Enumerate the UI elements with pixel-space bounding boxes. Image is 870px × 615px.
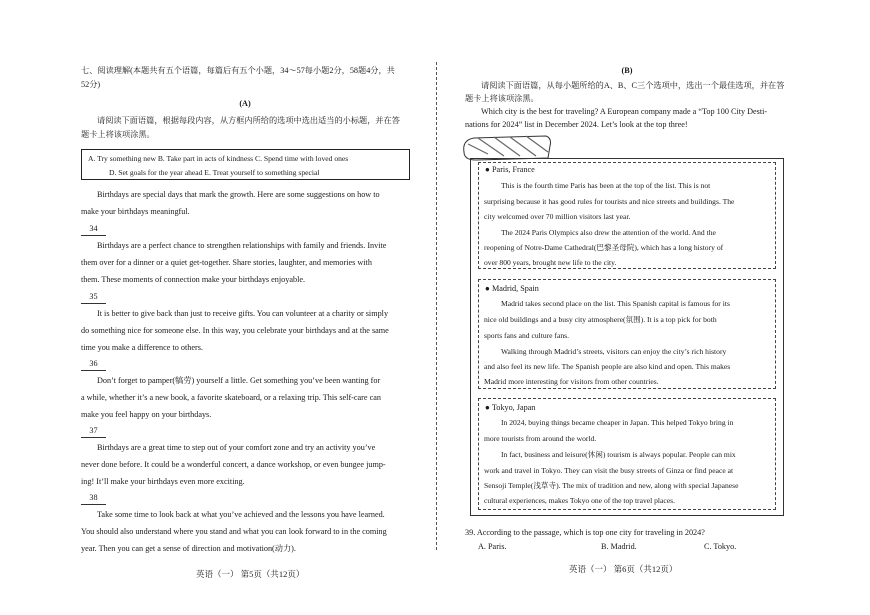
card-paris xyxy=(478,162,776,269)
instruction-line1: 请阅读下面语篇，从每小题所给的A、B、C三个选项中，选出一个最佳选项，并在答 xyxy=(481,81,785,90)
card-line: Madrid takes second place on the list. This Spanish capital is famous for its xyxy=(501,299,730,308)
passage-line: a while, whether it’s a new book, a favorite skateboard, or a relaxing trip. This self-care can xyxy=(81,393,381,402)
card-line: and also feel its new life. The Spanish people are also kind and open. This makes xyxy=(484,362,731,371)
blank-number: 38 xyxy=(81,492,106,505)
passage-line: Birthdays are a perfect chance to strengthen relationships with family and friends. Invite xyxy=(97,241,387,250)
card-line: In fact, business and leisure(休闲) tourism is always popular. People can mix xyxy=(501,450,736,459)
part-b-title: (B) xyxy=(621,66,633,75)
part-a-title: (A) xyxy=(239,99,251,108)
passage-line: ing! It’ll make your birthdays even more exciting. xyxy=(81,477,245,486)
card-line: Sensoji Temple(浅草寺). The mix of tradition and new, along with special Japanese xyxy=(484,481,739,490)
blank-35 xyxy=(81,291,106,304)
card-line: In 2024, buying things became cheaper in Japan. This helped Tokyo bring in xyxy=(501,418,734,427)
passage-line: Birthdays are special days that mark the growth. Here are some suggestions on how to xyxy=(97,190,380,199)
city-name: Tokyo, Japan xyxy=(491,403,536,412)
passage-line: make your birthdays meaningful. xyxy=(81,207,190,216)
intro-line2: nations for 2024” list in December 2024. Let’s look at the top three! xyxy=(465,120,688,129)
section-heading-line2: 52分) xyxy=(81,80,101,89)
page-divider xyxy=(436,62,437,550)
options-box xyxy=(81,149,410,180)
passage-line: make you feel happy on your birthdays. xyxy=(81,410,212,419)
instruction-line1: 请阅读下面语篇，根据每段内容，从方框内所给的选项中选出适当的小标题，并在答 xyxy=(97,116,400,125)
passage-line: You should also understand where you stand and what you can look forward to in the coming xyxy=(81,527,387,536)
choice-a: A. Paris. xyxy=(478,542,507,551)
choice-c: C. Tokyo. xyxy=(704,542,737,551)
blank-number: 36 xyxy=(81,358,106,371)
blank-number: 35 xyxy=(81,291,106,304)
question-39: 39. According to the passage, which is top one city for traveling in 2024? xyxy=(465,528,705,537)
passage-line: time you make a difference to others. xyxy=(81,343,203,352)
card-title: ● Paris, France xyxy=(485,165,535,174)
left-footer: 英语（一） 第5页（共12页） xyxy=(196,569,305,579)
choice-b: B. Madrid. xyxy=(601,542,637,551)
blank-number: 34 xyxy=(81,223,106,236)
card-line: city welcomed over 70 million visitors last year. xyxy=(484,212,631,221)
card-tokyo xyxy=(478,398,776,510)
card-line: more tourists from around the world. xyxy=(484,434,597,443)
passage-line: never done before. It could be a wonderful concert, a dance workshop, or even bungee jump- xyxy=(81,460,386,469)
city-name: Paris, France xyxy=(492,165,535,174)
card-line: sports fans and culture fans. xyxy=(484,331,569,340)
blank-37 xyxy=(81,425,106,438)
passage-line: It is better to give back than just to receive gifts. You can volunteer at a charity or simply xyxy=(97,309,389,318)
instruction-line2: 题卡上将该项涂黑。 xyxy=(81,130,155,139)
blank-number: 37 xyxy=(81,425,106,438)
passage-line: Don’t forget to pamper(犒劳) yourself a little. Get something you’ve been wanting for xyxy=(97,376,381,385)
card-line: cultural experiences, makes Tokyo one of the top travel places. xyxy=(484,496,676,505)
passage-line: Birthdays are a great time to step out of your comfort zone and try an activity you’ve xyxy=(97,443,376,452)
passage-line: year. Then you can get a sense of direction and motivation(动力). xyxy=(81,544,296,553)
card-line: This is the fourth time Paris has been at the top of the list. This is not xyxy=(501,181,711,190)
card-line: nice old buildings and a busy city atmosphere(氛围). It is a top pick for both xyxy=(484,315,717,324)
instruction-line2: 题卡上将该项涂黑。 xyxy=(465,94,539,103)
card-line: Madrid more interesting for visitors from other countries. xyxy=(484,377,659,386)
blank-34 xyxy=(81,223,106,236)
card-line: surprising because it has good rules for tourists and nice streets and buildings. The xyxy=(484,197,735,206)
options-row2: D. Set goals for the year ahead E. Treat yourself to something special xyxy=(109,168,320,177)
city-name: Madrid, Spain xyxy=(492,284,539,293)
intro-line1: Which city is the best for traveling? A European company made a “Top 100 City Desti- xyxy=(481,107,768,116)
card-title: ● Madrid, Spain xyxy=(485,284,539,293)
passage-line: Take some time to look back at what you’ve achieved and the lessons you have learned. xyxy=(97,510,385,519)
options-row1: A. Try something new B. Take part in acts of kindness C. Spend time with loved ones xyxy=(88,154,349,163)
right-footer: 英语（一） 第6页（共12页） xyxy=(569,564,678,574)
passage-line: do something nice for someone else. In this way, you celebrate your birthdays and at the same xyxy=(81,326,389,335)
card-title: ● Tokyo, Japan xyxy=(485,403,536,412)
card-line: work and travel in Tokyo. They can visit the busy streets of Ginza or find peace at xyxy=(484,466,734,475)
passage-line: them over for a dinner or a quiet get-together. Share stories, laughter, and memories with xyxy=(81,258,372,267)
passage-line: them. These moments of connection make your birthdays enjoyable. xyxy=(81,275,306,284)
card-madrid xyxy=(478,279,776,389)
card-line: over 800 years, brought new life to the city. xyxy=(484,258,617,267)
blank-38 xyxy=(81,492,106,505)
blank-36 xyxy=(81,358,106,371)
card-line: The 2024 Paris Olympics also drew the attention of the world. And the xyxy=(501,228,716,237)
card-line: Walking through Madrid’s streets, visitors can enjoy the city’s rich history xyxy=(501,347,727,356)
section-heading-line1: 七、阅读理解(本题共有五个语篇，每篇后有五个小题，34～57每小题2分，58题4分，共 xyxy=(81,66,395,75)
card-line: reopening of Notre-Dame Cathedral(巴黎圣母院), which has a long history of xyxy=(484,243,724,252)
